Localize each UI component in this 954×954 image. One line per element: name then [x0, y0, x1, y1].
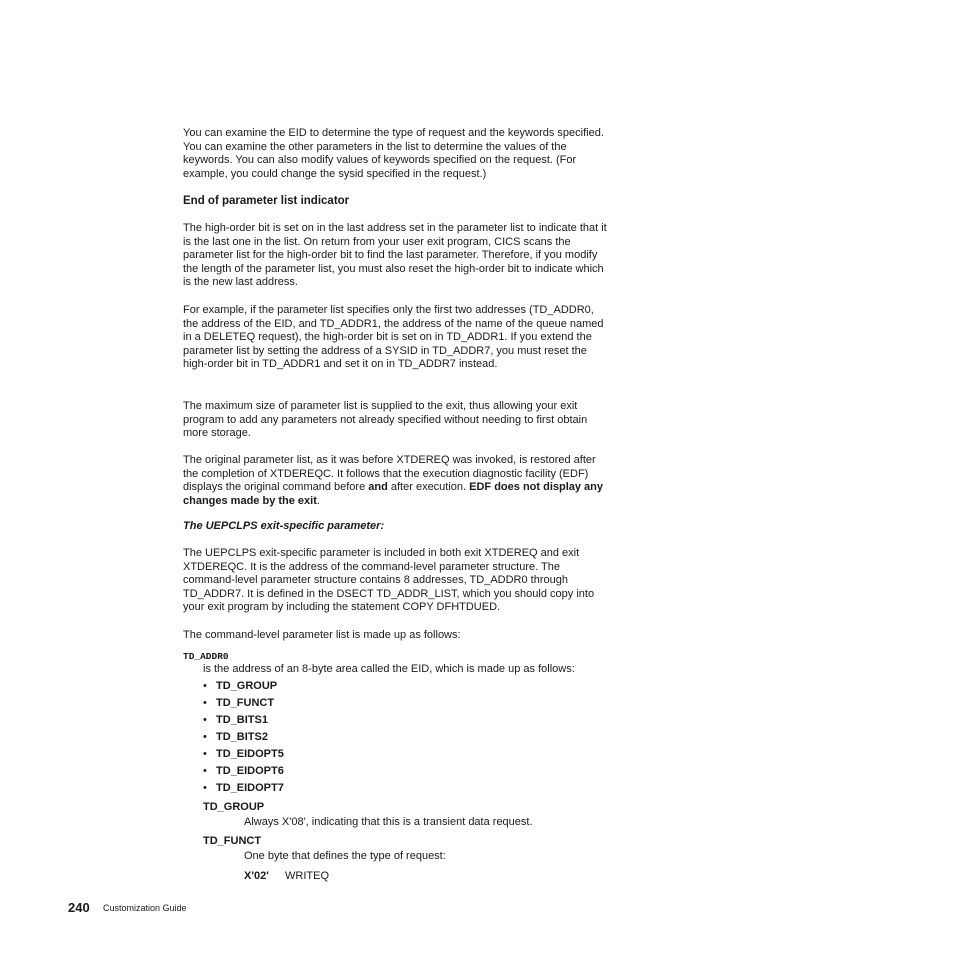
heading-uepclps: The UEPCLPS exit-specific parameter:	[183, 520, 385, 532]
bullet-icon: •	[203, 680, 207, 692]
list-item-label: TD_EIDOPT6	[216, 765, 284, 777]
paragraph-uepclps: The UEPCLPS exit-specific parameter is included in both exit XTDEREQ and exit XTDEREQC. It is the address of the command-level parameter structure. The command-level parameter structure contains 8 addresses, TD_ADDR0 through TD_ADDR7. It is defined in the DSECT TD_ADDR_LIST, which you should copy into your exit program by including the statement COPY DFHTDUED.	[183, 547, 595, 614]
list-item	[203, 747, 284, 764]
text-run: The original parameter list, as it was before XTDEREQ was invoked, is restored after the completion of XTDEREQC. It follows that the execution diagnostic facility (EDF) displays the original command before	[183, 454, 596, 494]
term-td-group: TD_GROUP	[203, 801, 265, 813]
bullet-icon: •	[203, 782, 207, 794]
code-x02: X'02'	[244, 870, 269, 882]
list-item-label: TD_GROUP	[216, 680, 278, 692]
text-run: .	[316, 494, 320, 507]
paragraph-original-list	[183, 454, 608, 508]
list-item	[203, 713, 284, 730]
eid-field-list	[203, 679, 284, 798]
list-item-label: TD_FUNCT	[216, 697, 275, 709]
list-item-label: TD_EIDOPT7	[216, 782, 284, 794]
list-item-label: TD_BITS1	[216, 714, 268, 726]
list-item	[203, 730, 284, 747]
term-td-addr0: TD_ADDR0	[183, 651, 229, 662]
text-run-bold: EDF does not display any changes made by the exit	[183, 481, 604, 507]
paragraph-command-level-list: The command-level parameter list is made up as follows:	[183, 629, 461, 641]
paragraph-example-addresses: For example, if the parameter list specifies only the first two addresses (TD_ADDR0, the address of the EID, and TD_ADDR1, the address of the name of the queue named in a DELETEQ request), the high-order bit is set on in TD_ADDR1. If you extend the parameter list by setting the address of a SYSID in TD_ADDR7, you must reset the high-order bit in TD_ADDR1 and set it on in TD_ADDR7 instead.	[183, 304, 604, 371]
list-item	[203, 679, 284, 696]
footer-title: Customization Guide	[103, 903, 187, 913]
text-run-bold: and	[368, 481, 388, 494]
bullet-icon: •	[203, 748, 207, 760]
td-funct-definition: One byte that defines the type of request:	[244, 850, 446, 862]
td-group-definition: Always X'08', indicating that this is a transient data request.	[244, 816, 533, 828]
list-item-label: TD_EIDOPT5	[216, 748, 284, 760]
bullet-icon: •	[203, 697, 207, 709]
code-x02-meaning: WRITEQ	[285, 870, 329, 882]
list-item-label: TD_BITS2	[216, 731, 268, 743]
list-item	[203, 781, 284, 798]
bullet-icon: •	[203, 714, 207, 726]
bullet-icon: •	[203, 765, 207, 777]
list-item	[203, 764, 284, 781]
list-item	[203, 696, 284, 713]
text-run: after execution.	[387, 481, 470, 494]
page-number: 240	[68, 900, 90, 915]
paragraph-high-order-bit: The high-order bit is set on in the last address set in the parameter list to indicate that it is the last one in the list. On return from your user exit program, CICS scans the parameter list for the high-order bit to find the last parameter. Therefore, if you modify the length of the parameter list, you must also reset the high-order bit to indicate which is the new last address.	[183, 222, 607, 289]
paragraph-eid-examine: You can examine the EID to determine the type of request and the keywords specified. You can examine the other parameters in the list to determine the values of the keywords. You can also modify values of keywords specified on the request. (For example, you could change the sysid specified in the request.)	[183, 127, 604, 180]
term-td-funct: TD_FUNCT	[203, 835, 262, 847]
td-addr0-description: is the address of an 8-byte area called the EID, which is made up as follows:	[203, 663, 575, 675]
bullet-icon: •	[203, 731, 207, 743]
paragraph-maximum-size: The maximum size of parameter list is supplied to the exit, thus allowing your exit program to add any parameters not already specified without needing to first obtain more storage.	[183, 400, 588, 440]
heading-end-of-parameter-list: End of parameter list indicator	[183, 195, 350, 207]
